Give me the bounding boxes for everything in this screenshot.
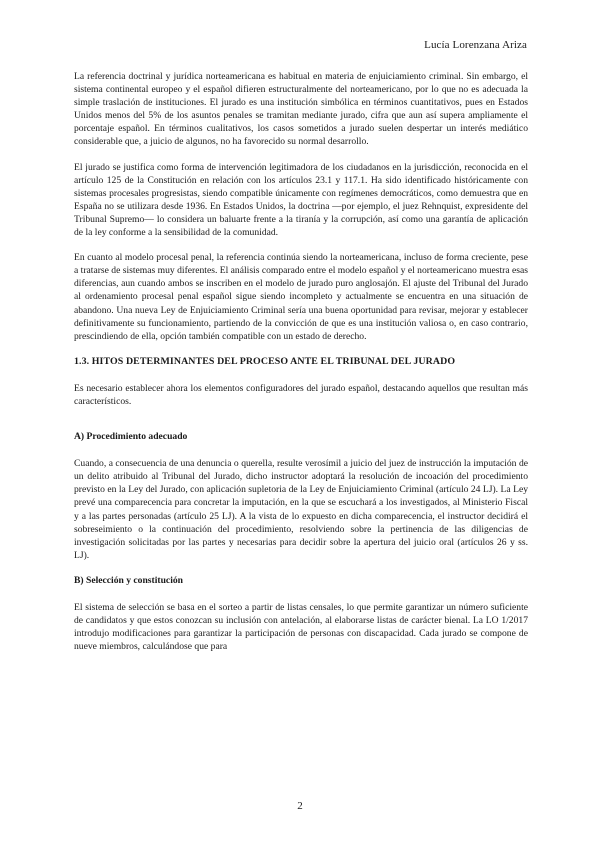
paragraph-jury-justification: El jurado se justifica como forma de intervención legitimadora de los ciudadanos en la jurisdicción, reconocida en el artículo 125 de la Constitución en relación con los artículos 23.1 y 117.1. Ha sido identificado históricamente con sistemas procesales progresistas, siendo compatible únicamente con regímenes democráticos, como demuestra que en España no se utilizara desde 1936. En Estados Unidos, la doctrina —por ejemplo, el juez Rehnquist, expresidente del Tribunal Supremo— lo considera un baluarte frente a la tiranía y la corrupción, así como una garantía de aplicación de la ley conforme a la sensibilidad de la comunidad.: [74, 161, 528, 239]
section-heading: 1.3. HITOS DETERMINANTES DEL PROCESO ANTE EL TRIBUNAL DEL JURADO: [74, 355, 456, 367]
paragraph-procedimiento: Cuando, a consecuencia de una denuncia o querella, resulte verosímil a juicio del juez de instrucción la imputación de un delito atribuido al Tribunal del Jurado, dicho instructor adoptará la resolución de incoación del procedimiento previsto en la Ley del Jurado, con aplicación supletoria de la Ley de Enjuiciamiento Criminal (artículo 24 LJ). La Ley prevé una comparecencia para concretar la imputación, en la que se escuchará a los investigados, al Ministerio Fiscal y a las partes personadas (artículo 25 LJ). A la vista de lo expuesto en dicha comparecencia, el instructor decidirá el sobreseimiento o la continuación del procedimiento, resolviendo sobre la pertinencia de las diligencias de investigación solicitadas por las partes y necesarias para decidir sobre la apertura del juicio oral (artículos 26 y ss. LJ).: [74, 458, 528, 561]
page-body: [74, 70, 528, 665]
paragraph-configuring-elements: Es necesario establecer ahora los elementos configuradores del jurado español, destacando aquellos que resultan más característicos.: [74, 382, 528, 407]
subheading-seleccion: B) Selección y constitución: [74, 574, 183, 586]
paragraph-procedural-model: En cuanto al modelo procesal penal, la referencia continúa siendo la norteamericana, incluso de forma creciente, pese a tratarse de sistemas muy diferentes. El análisis comparado entre el modelo español y el norteamericano muestra esas diferencias, aun cuando ambos se inscriben en el modelo de jurado puro anglosajón. El ajuste del Tribunal del Jurado al ordenamiento procesal penal español sigue siendo incompleto y actualmente se encuentra en una situación de abandono. Una nueva Ley de Enjuiciamiento Criminal sería una buena oportunidad para revisar, mejorar y establecer definitivamente su funcionamiento, partiendo de la convicción de que es una institución valiosa o, en caso contrario, prescindiendo de ella, opción también compatible con un estado de derecho.: [74, 252, 528, 342]
page-number: 2: [297, 800, 303, 812]
subheading-procedimiento: A) Procedimiento adecuado: [74, 431, 188, 443]
page-header-author: Lucía Lorenzana Ariza: [424, 39, 527, 51]
paragraph-seleccion: El sistema de selección se basa en el sorteo a partir de listas censales, lo que permite garantizar un número suficiente de candidatos y que estos conozcan su inclusión con antelación, al elaborarse listas de carácter bienal. La LO 1/2017 introdujo modificaciones para garantizar la participación de personas con discapacidad. Cada jurado se compone de nueve miembros, calculándose que para: [74, 602, 528, 653]
paragraph-doctrinal-reference: La referencia doctrinal y jurídica norteamericana es habitual en materia de enjuiciamiento criminal. Sin embargo, el sistema continental europeo y el español difieren estructuralmente del norteamericano, por lo que no es adecuada la simple traslación de instituciones. El jurado es una institución simbólica en términos cuantitativos, pues en Estados Unidos menos del 5% de los asuntos penales se tramitan mediante jurado, cifra que aun así supera ampliamente el porcentaje español. En términos cualitativos, los casos sometidos a jurado suelen despertar un interés mediático considerable que, a juicio de algunos, no ha favorecido su normal desarrollo.: [74, 71, 528, 148]
